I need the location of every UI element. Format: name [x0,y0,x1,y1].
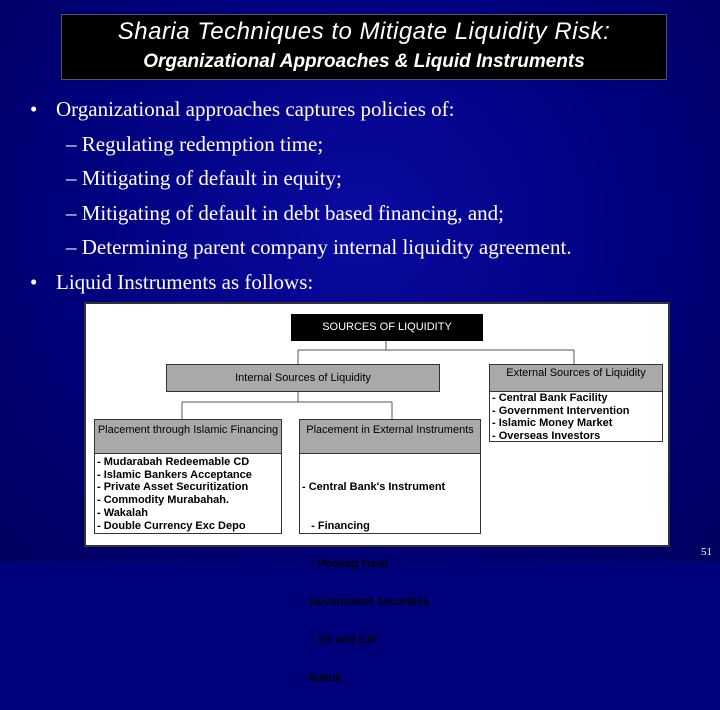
islamic-financing-box: Placement through Islamic Financing [94,419,282,454]
root-box: SOURCES OF LIQUIDITY [291,314,483,341]
sub-bullet-text: – Determining parent company internal liquidity agreement. [66,235,572,259]
bullet-marker: • [30,97,38,121]
sub-bullet-item [30,161,572,196]
list-item: - Commodity Murabahah. [97,494,230,507]
bullet-text: Organizational approaches captures policies of: [56,97,455,121]
sub-bullet-item [30,196,572,231]
list-item: - Financing [302,519,370,532]
list-item: - Government Intervention [492,404,630,417]
list-item: - Sukuk [302,671,342,684]
list-item: - Islamic Money Market [492,417,613,430]
list-item: - Overseas Investors [492,430,601,443]
slide-subtitle: Organizational Approaches & Liquid Instruments [143,51,585,72]
sub-bullet-text: – Regulating redemption time; [66,131,324,156]
page-number: 51 [701,546,712,558]
liquidity-diagram [84,302,670,684]
bullet-item [30,92,572,127]
list-item: - Private Asset Securitization [97,481,249,494]
list-item: - Wakalah [97,506,148,519]
sub-bullet-item [30,127,572,162]
external-instruments-box: Placement in External Instruments [299,419,481,454]
external-sources-list [489,392,663,442]
list-item: - Central Bank Facility [492,392,608,404]
external-sources-box: External Sources of Liquidity [489,364,663,392]
title-box [61,14,667,80]
bullet-marker: • [30,269,38,294]
internal-sources-box: Internal Sources of Liquidity [166,364,440,392]
list-item: - GII and ILIF [302,633,378,646]
bullet-item [30,265,572,300]
external-instruments-list [299,454,481,684]
sub-bullet-text: – Mitigating of default in equity; [66,166,342,190]
sub-bullet-text: – Mitigating of default in debt based financing, and; [66,200,504,225]
bullet-list [30,92,572,299]
list-item: - Government Securities [302,595,430,608]
list-item: - Double Currency Exc Depo [97,519,246,532]
list-item: - Central Bank's Instrument [302,481,446,494]
sub-bullet-item [30,230,572,265]
slide-title: Sharia Techniques to Mitigate Liquidity Risk: [117,18,611,45]
islamic-financing-list [94,454,282,534]
list-item: - Pooling Fund [302,557,389,570]
list-item: - Islamic Bankers Acceptance [97,468,252,481]
bullet-text: Liquid Instruments as follows: [56,269,314,294]
list-item: - Mudarabah Redeemable CD [97,456,250,468]
